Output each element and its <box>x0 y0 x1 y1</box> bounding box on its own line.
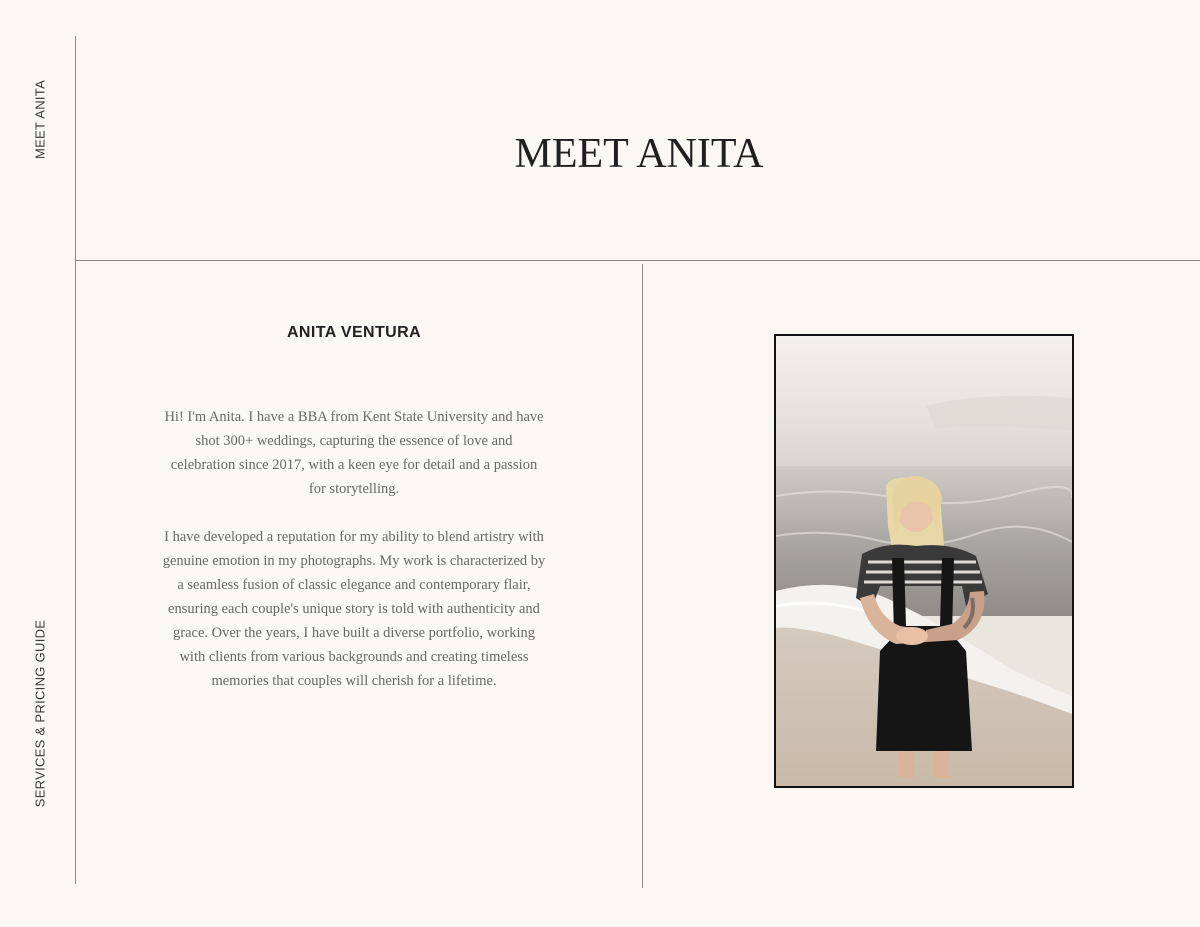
person-name: ANITA VENTURA <box>286 324 422 341</box>
column-divider <box>642 264 643 888</box>
bio-paragraph: Hi! I'm Anita. I have a BBA from Kent State University and have shot 300+ weddings, capturing the essence of love and celebration since 2017, with a keen eye for detail and a passion for storytelling. <box>164 409 544 497</box>
sidebar-label-meet-anita: MEET ANITA <box>32 79 48 160</box>
left-divider <box>75 36 76 884</box>
header-divider <box>75 260 1200 261</box>
bio-text <box>162 405 546 717</box>
sidebar-label-guide: SERVICES & PRICING GUIDE <box>32 619 48 808</box>
portrait-photo <box>774 334 1074 788</box>
page-title: MEET ANITA <box>514 131 764 177</box>
bio-paragraph: I have developed a reputation for my ability to blend artistry with genuine emotion in my photographs. My work is characterized by a seamless fusion of classic elegance and contemporary flair, ensuring each couple's unique story is told with authenticity and grace. Over the years, I have built a diverse portfolio, working with clients from various backgrounds and creating timeless memories that couples will cherish for a lifetime. <box>162 529 546 689</box>
